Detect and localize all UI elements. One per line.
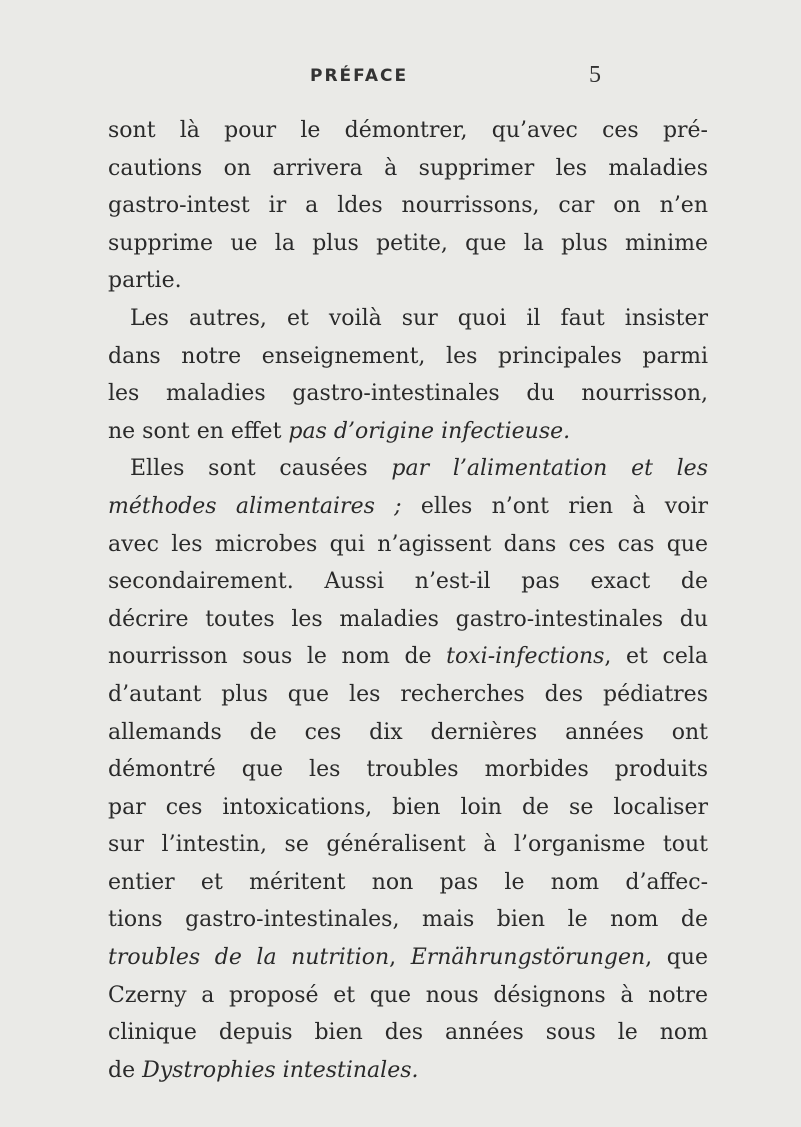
paragraph-start-line bbox=[108, 450, 708, 488]
body-text bbox=[108, 112, 708, 1089]
italic-segment: par l’alimentation et les bbox=[391, 456, 708, 482]
text-line: sur l’intestin, se généralisent à l’organisme tout bbox=[108, 832, 708, 858]
text-line: entier et méritent non pas le nom d’affec- bbox=[108, 869, 708, 895]
text-line: cautions on arrivera à supprimer les maladies bbox=[108, 155, 708, 181]
italic-segment: Ernährungstörungen bbox=[410, 945, 646, 971]
text-segment: nourrisson sous le nom de bbox=[108, 644, 447, 670]
italic-segment: Dystrophies intestinales. bbox=[142, 1057, 419, 1083]
italic-segment: toxi-infections bbox=[446, 644, 605, 670]
text-segment: de bbox=[108, 1057, 143, 1083]
text-line: Czerny a proposé et que nous désignons à notre bbox=[108, 982, 708, 1008]
italic-segment: troubles de la nutrition bbox=[108, 945, 390, 971]
page-number: 5 bbox=[589, 62, 601, 88]
text-line: partie. bbox=[108, 268, 182, 294]
paragraph-start-line: Les autres, et voilà sur quoi il faut insister bbox=[130, 305, 708, 331]
text-segment: Elles sont causées bbox=[130, 456, 392, 482]
text-line: supprime ue la plus petite, que la plus minime bbox=[108, 230, 708, 256]
text-line: d’autant plus que les recherches des pédiatres bbox=[108, 681, 708, 707]
text-line bbox=[108, 488, 708, 526]
running-head bbox=[0, 62, 801, 92]
text-line: sont là pour le démontrer, qu’avec ces pré- bbox=[108, 118, 708, 143]
text-segment: , et cela bbox=[604, 644, 708, 670]
text-line: par ces intoxications, bien loin de se localiser bbox=[108, 794, 708, 820]
text-line bbox=[108, 638, 708, 676]
text-segment: , que bbox=[645, 945, 708, 971]
text-line: clinique depuis bien des années sous le nom bbox=[108, 1020, 708, 1046]
text-line: tions gastro-intestinales, mais bien le nom de bbox=[108, 907, 708, 933]
text-line: avec les microbes qui n’agissent dans ces cas que bbox=[108, 531, 708, 557]
italic-segment: pas d’origine infectieuse. bbox=[288, 418, 571, 444]
text-line bbox=[108, 1052, 708, 1090]
text-segment: ne sont en effet bbox=[108, 418, 289, 444]
text-line: gastro-intest ir a ldes nourrissons, car on n’en bbox=[108, 193, 708, 219]
text-line bbox=[108, 413, 708, 451]
text-line: les maladies gastro-intestinales du nourrisson, bbox=[108, 381, 708, 407]
text-line: allemands de ces dix dernières années ont bbox=[108, 719, 708, 745]
text-line: secondairement. Aussi n’est-il pas exact de bbox=[108, 569, 708, 595]
text-segment: elles n’ont rien à voir bbox=[401, 493, 709, 519]
running-title: PRÉFACE bbox=[310, 66, 409, 86]
text-line: décrire toutes les maladies gastro-intestinales du bbox=[108, 606, 708, 632]
italic-segment: méthodes alimentaires ; bbox=[108, 493, 402, 519]
text-segment: , bbox=[389, 945, 411, 971]
text-line: dans notre enseignement, les principales parmi bbox=[108, 343, 708, 369]
text-line bbox=[108, 939, 708, 977]
text-line: démontré que les troubles morbides produits bbox=[108, 757, 708, 783]
